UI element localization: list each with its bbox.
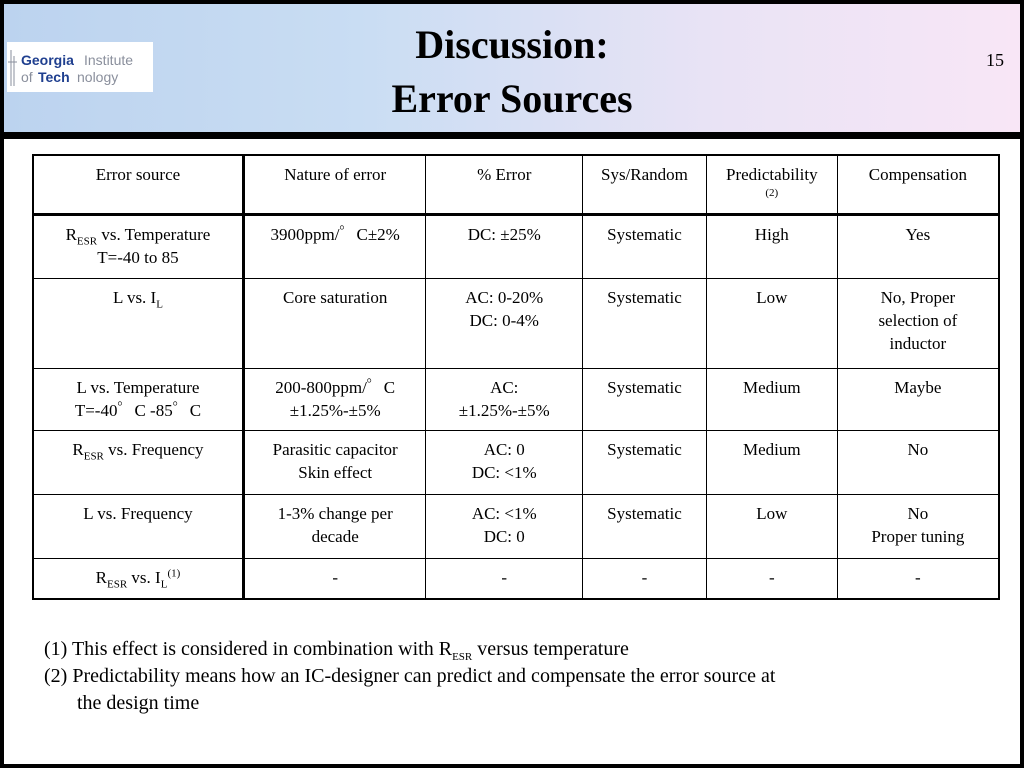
source-main: L vs. Temperature xyxy=(76,378,200,397)
source-main: L vs. Frequency xyxy=(83,504,193,523)
table-row xyxy=(33,431,999,495)
cell-sys-random: Systematic xyxy=(583,495,707,559)
table-row xyxy=(33,279,999,369)
source-sub: ESR xyxy=(106,578,128,591)
cell-predictability: High xyxy=(706,215,837,279)
cell-nature xyxy=(243,495,426,559)
header-nature-of-error: Nature of error xyxy=(243,155,426,215)
georgia-tech-logo xyxy=(7,42,153,92)
title-line-2: Error Sources xyxy=(391,76,633,121)
source-line-2: T=-40゜C -85゜C xyxy=(74,401,202,420)
error-line-1: AC: 0 xyxy=(483,440,525,459)
cell-percent-error xyxy=(426,279,583,369)
error-line-1: AC: <1% xyxy=(471,504,537,523)
cell-sys-random: Systematic xyxy=(583,369,707,431)
cell-compensation xyxy=(837,495,999,559)
error-line-2: DC: 0-4% xyxy=(469,311,539,330)
cell-compensation xyxy=(837,431,999,495)
source-mid: vs. I xyxy=(127,568,161,587)
source-line-2: T=-40 to 85 xyxy=(97,248,179,267)
comp-line-1: Yes xyxy=(905,225,931,244)
cell-predictability: Low xyxy=(706,279,837,369)
cell-percent-error: - xyxy=(426,559,583,599)
cell-nature xyxy=(243,431,426,495)
source-rest: vs. Frequency xyxy=(103,440,204,459)
cell-sys-random: Systematic xyxy=(583,431,707,495)
nature-line-1: Parasitic capacitor xyxy=(272,440,398,459)
georgia-tech-logo-icon xyxy=(7,42,153,92)
cell-predictability: Medium xyxy=(706,431,837,495)
footnote-1 xyxy=(44,636,944,663)
comp-line-2: Proper tuning xyxy=(871,527,965,546)
logo-word-georgia: Georgia xyxy=(21,52,74,68)
cell-error-source xyxy=(33,495,243,559)
logo-word-nology: nology xyxy=(77,69,119,85)
error-line-1: DC: ±25% xyxy=(467,225,541,244)
cell-error-source xyxy=(33,559,243,599)
cell-percent-error xyxy=(426,369,583,431)
cell-sys-random: - xyxy=(583,559,707,599)
nature-line-2: decade xyxy=(311,527,359,546)
cell-predictability: Low xyxy=(706,495,837,559)
comp-line-1: Maybe xyxy=(894,378,942,397)
comp-line-2: selection of xyxy=(878,311,958,330)
cell-error-source xyxy=(33,369,243,431)
cell-sys-random: Systematic xyxy=(583,215,707,279)
source-footnote-ref: (1) xyxy=(167,567,181,580)
cell-nature xyxy=(243,279,426,369)
nature-line-2: ±1.25%-±5% xyxy=(289,401,381,420)
footnote-1-sub: ESR xyxy=(452,651,473,663)
slide-title xyxy=(304,18,720,126)
nature-line-1: 3900ppm/゜C±2% xyxy=(270,225,400,244)
cell-sys-random: Systematic xyxy=(583,279,707,369)
error-line-2: DC: 0 xyxy=(483,527,525,546)
footnote-2-line-1: (2) Predictability means how an IC-designer can predict and compensate the error source at xyxy=(44,665,776,687)
nature-line-2: Skin effect xyxy=(298,463,373,482)
footnote-2 xyxy=(44,663,944,717)
comp-line-1: No xyxy=(907,504,929,523)
cell-nature xyxy=(243,369,426,431)
footnotes xyxy=(44,636,944,717)
source-sub: L xyxy=(156,298,163,311)
header-divider xyxy=(4,132,1020,139)
slide-header xyxy=(4,4,1020,132)
cell-error-source xyxy=(33,215,243,279)
header-predictability-note: (2) xyxy=(765,187,779,199)
error-line-2: DC: <1% xyxy=(471,463,537,482)
comp-line-1: No xyxy=(907,440,929,459)
table-row xyxy=(33,495,999,559)
cell-percent-error xyxy=(426,431,583,495)
footnote-1-text: (1) This effect is considered in combination with R xyxy=(44,638,453,660)
nature-line-1: 1-3% change per xyxy=(277,504,393,523)
logo-word-tech: Tech xyxy=(38,69,70,85)
error-line-1: AC: 0-20% xyxy=(465,288,544,307)
source-sub-2: L xyxy=(160,578,168,591)
cell-compensation: - xyxy=(837,559,999,599)
source-main: R xyxy=(72,440,84,459)
cell-error-source xyxy=(33,431,243,495)
cell-compensation xyxy=(837,279,999,369)
table-header-row xyxy=(33,155,999,215)
footnote-2-line-2: the design time xyxy=(77,692,200,714)
cell-error-source xyxy=(33,279,243,369)
source-sub: ESR xyxy=(76,235,98,248)
table-row xyxy=(33,559,999,599)
comp-line-3: inductor xyxy=(889,334,947,353)
footnote-1-rest: versus temperature xyxy=(472,638,629,660)
error-sources-table xyxy=(32,154,1000,600)
logo-word-institute: Institute xyxy=(84,52,134,68)
error-line-2: ±1.25%-±5% xyxy=(458,401,550,420)
source-rest: vs. Temperature xyxy=(97,225,211,244)
header-error-source: Error source xyxy=(33,155,243,215)
source-main: L vs. I xyxy=(112,288,157,307)
cell-nature xyxy=(243,215,426,279)
cell-compensation xyxy=(837,215,999,279)
nature-line-1: 200-800ppm/゜C xyxy=(275,378,396,397)
cell-compensation xyxy=(837,369,999,431)
error-line-1: AC: xyxy=(490,378,519,397)
cell-nature: - xyxy=(243,559,426,599)
comp-line-1: No, Proper xyxy=(880,288,956,307)
source-sub: ESR xyxy=(83,450,104,463)
nature-line-1: Core saturation xyxy=(283,288,388,307)
header-predictability-label: Predictability xyxy=(726,165,818,184)
cell-predictability: - xyxy=(706,559,837,599)
cell-percent-error xyxy=(426,495,583,559)
page-number: 15 xyxy=(986,50,1004,70)
cell-predictability: Medium xyxy=(706,369,837,431)
header-percent-error: % Error xyxy=(426,155,583,215)
logo-word-of: of xyxy=(21,69,33,85)
source-main: R xyxy=(65,225,77,244)
header-compensation: Compensation xyxy=(837,155,999,215)
header-predictability xyxy=(706,155,837,215)
table-row xyxy=(33,369,999,431)
source-main: R xyxy=(95,568,107,587)
cell-percent-error xyxy=(426,215,583,279)
table-row xyxy=(33,215,999,279)
header-sys-random: Sys/Random xyxy=(583,155,707,215)
title-line-1: Discussion: xyxy=(415,22,609,67)
